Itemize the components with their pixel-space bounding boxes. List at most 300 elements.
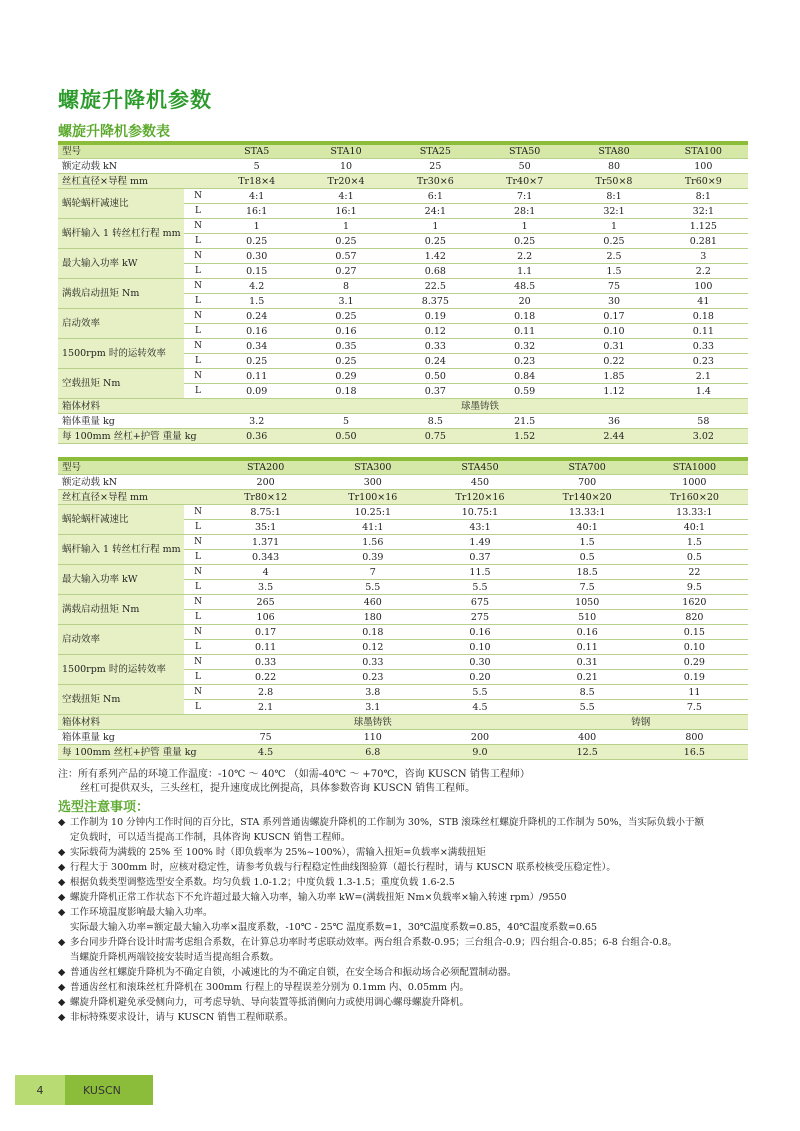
cell: 0.11 — [212, 369, 301, 384]
param-label: 空载扭矩 Nm — [58, 369, 184, 399]
model-row — [58, 459, 748, 475]
cell: 4 — [212, 565, 319, 580]
cell: STA100 — [659, 143, 748, 159]
param-row — [58, 309, 748, 324]
spec-table-1 — [58, 141, 748, 444]
variant-label: L — [184, 610, 212, 625]
cell: 22.5 — [391, 279, 480, 294]
cell: 0.25 — [212, 234, 301, 249]
cell: 700 — [534, 475, 641, 490]
cell: 1 — [301, 219, 390, 234]
cell: STA700 — [534, 459, 641, 475]
variant-label: N — [184, 625, 212, 640]
variant-label: L — [184, 324, 212, 339]
cell: STA450 — [426, 459, 533, 475]
variant-label: L — [184, 204, 212, 219]
cell: 0.25 — [301, 354, 390, 369]
param-row — [58, 535, 748, 550]
cell: 200 — [212, 475, 319, 490]
cell: 0.35 — [301, 339, 390, 354]
cell: 0.12 — [391, 324, 480, 339]
selection-text: 螺旋升降机避免承受侧向力，可考虑导轨、导向装置等抵消侧向力或使用调心螺母螺旋升降机。 — [70, 997, 470, 1008]
cell: 11 — [641, 685, 748, 700]
cell: 16:1 — [212, 204, 301, 219]
cell: 1.5 — [641, 535, 748, 550]
cell: STA300 — [319, 459, 426, 475]
cell: 0.22 — [569, 354, 658, 369]
cell: 75 — [212, 730, 319, 745]
cell: 2.5 — [569, 249, 658, 264]
cell: 200 — [426, 730, 533, 745]
variant-label: N — [184, 369, 212, 384]
cell: 0.5 — [534, 550, 641, 565]
material-cell: 铸钢 — [534, 715, 748, 730]
cell: 8.5 — [391, 414, 480, 429]
screw-row — [58, 174, 748, 189]
cell: 16.5 — [641, 745, 748, 760]
cell: 5.5 — [534, 700, 641, 715]
param-row — [58, 565, 748, 580]
diamond-icon: ◆ — [58, 817, 66, 828]
cell: 1.5 — [212, 294, 301, 309]
cell: 0.19 — [641, 670, 748, 685]
cell: 0.5 — [641, 550, 748, 565]
cell: 3.2 — [212, 414, 301, 429]
cell: 0.29 — [301, 369, 390, 384]
cell: 0.37 — [391, 384, 480, 399]
param-row — [58, 339, 748, 354]
page-number: 4 — [36, 1083, 44, 1097]
cell: 100 — [659, 279, 748, 294]
spec-table-2 — [58, 457, 748, 760]
cell: 0.19 — [391, 309, 480, 324]
cell: Tr60×9 — [659, 174, 748, 189]
cell: 450 — [426, 475, 533, 490]
cell: STA5 — [212, 143, 301, 159]
variant-label: N — [184, 309, 212, 324]
cell: 2.2 — [480, 249, 569, 264]
variant-label: N — [184, 339, 212, 354]
diamond-icon: ◆ — [58, 862, 66, 873]
cell: 0.15 — [641, 625, 748, 640]
variant-label: N — [184, 655, 212, 670]
diamond-icon: ◆ — [58, 892, 66, 903]
cell: 0.37 — [426, 550, 533, 565]
cell: 4:1 — [301, 189, 390, 204]
per100-row-label: 每 100mm 丝杠+护管 重量 kg — [58, 745, 212, 760]
variant-label: L — [184, 700, 212, 715]
rated-load-row-label: 额定动载 kN — [58, 475, 212, 490]
cell: 0.29 — [641, 655, 748, 670]
cell: 510 — [534, 610, 641, 625]
cell: 0.11 — [212, 640, 319, 655]
weight-row-label: 箱体重量 kg — [58, 414, 212, 429]
cell: 1 — [391, 219, 480, 234]
param-label: 蜗杆输入 1 转丝杠行程 mm — [58, 219, 184, 249]
material-cell: 球墨铸铁 — [212, 715, 534, 730]
cell: 820 — [641, 610, 748, 625]
cell: 106 — [212, 610, 319, 625]
cell: 9.0 — [426, 745, 533, 760]
cell: 110 — [319, 730, 426, 745]
cell: 2.1 — [659, 369, 748, 384]
param-label: 启动效率 — [58, 625, 184, 655]
cell: 0.30 — [426, 655, 533, 670]
cell: 41:1 — [319, 520, 426, 535]
cell: 13.33:1 — [641, 505, 748, 520]
cell: 0.33 — [391, 339, 480, 354]
cell: 0.16 — [301, 324, 390, 339]
cell: 0.25 — [480, 234, 569, 249]
cell: 5.5 — [426, 685, 533, 700]
screw-row-label: 丝杠直径×导程 mm — [58, 174, 212, 189]
cell: 0.11 — [534, 640, 641, 655]
cell: 10.25:1 — [319, 505, 426, 520]
cell: STA80 — [569, 143, 658, 159]
param-label: 最大输入功率 kW — [58, 249, 184, 279]
cell: 0.17 — [569, 309, 658, 324]
cell: 8 — [301, 279, 390, 294]
cell: 0.34 — [212, 339, 301, 354]
spec-table-1-body — [58, 143, 748, 444]
cell: 8.375 — [391, 294, 480, 309]
selection-item — [58, 965, 758, 980]
cell: Tr20×4 — [301, 174, 390, 189]
selection-item — [58, 860, 758, 875]
param-row — [58, 685, 748, 700]
rated-load-row-label: 额定动载 kN — [58, 159, 212, 174]
cell: 0.23 — [319, 670, 426, 685]
cell: 1.52 — [480, 429, 569, 444]
cell: 800 — [641, 730, 748, 745]
cell: 16:1 — [301, 204, 390, 219]
param-row — [58, 625, 748, 640]
cell: 0.68 — [391, 264, 480, 279]
param-row — [58, 595, 748, 610]
weight-row-label: 箱体重量 kg — [58, 730, 212, 745]
cell: 4.5 — [426, 700, 533, 715]
diamond-icon: ◆ — [58, 937, 66, 948]
cell: 0.25 — [301, 234, 390, 249]
selection-text: 普通齿丝杠和滚珠丝杠升降机在 300mm 行程上的导程误差分别为 0.1mm 内、0.05mm 内。 — [70, 982, 470, 993]
cell: 7 — [319, 565, 426, 580]
cell: 675 — [426, 595, 533, 610]
variant-label: L — [184, 354, 212, 369]
variant-label: L — [184, 550, 212, 565]
cell: Tr40×7 — [480, 174, 569, 189]
cell: 1.85 — [569, 369, 658, 384]
cell: 0.57 — [301, 249, 390, 264]
cell: 8.75:1 — [212, 505, 319, 520]
cell: 58 — [659, 414, 748, 429]
cell: 50 — [480, 159, 569, 174]
cell: 1.125 — [659, 219, 748, 234]
selection-item — [58, 815, 758, 830]
cell: 0.39 — [319, 550, 426, 565]
cell: 1.1 — [480, 264, 569, 279]
cell: 32:1 — [569, 204, 658, 219]
cell: 6:1 — [391, 189, 480, 204]
screw-row — [58, 490, 748, 505]
material-row — [58, 715, 748, 730]
selection-item — [58, 905, 758, 920]
cell: 275 — [426, 610, 533, 625]
page-footer — [15, 1075, 153, 1105]
cell: 75 — [569, 279, 658, 294]
selection-item — [58, 1010, 758, 1025]
param-row — [58, 655, 748, 670]
variant-label: L — [184, 264, 212, 279]
cell: 0.50 — [301, 429, 390, 444]
cell: 0.23 — [659, 354, 748, 369]
cell: 7.5 — [641, 700, 748, 715]
cell: 100 — [659, 159, 748, 174]
cell: 300 — [319, 475, 426, 490]
cell: 0.27 — [301, 264, 390, 279]
rated-load-row — [58, 159, 748, 174]
screw-row-label: 丝杠直径×导程 mm — [58, 490, 212, 505]
cell: 7:1 — [480, 189, 569, 204]
cell: 1.4 — [659, 384, 748, 399]
cell: 20 — [480, 294, 569, 309]
cell: 265 — [212, 595, 319, 610]
cell: 0.32 — [480, 339, 569, 354]
cell: 1.5 — [534, 535, 641, 550]
variant-label: N — [184, 595, 212, 610]
cell: 1.5 — [569, 264, 658, 279]
cell: 0.75 — [391, 429, 480, 444]
material-label: 箱体材料 — [58, 399, 212, 414]
param-label: 蜗杆输入 1 转丝杠行程 mm — [58, 535, 184, 565]
cell: 0.16 — [212, 324, 301, 339]
cell: Tr140×20 — [534, 490, 641, 505]
spec-table-2-body — [58, 459, 748, 760]
variant-label: L — [184, 580, 212, 595]
variant-label: L — [184, 670, 212, 685]
cell: 0.36 — [212, 429, 301, 444]
selection-text: 行程大于 300mm 时，应核对稳定性，请参考负载与行程稳定性曲线图验算（超长行程时，请与 KUSCN 联系校核受压稳定性）。 — [70, 862, 616, 873]
cell: 0.25 — [212, 354, 301, 369]
cell: 0.18 — [301, 384, 390, 399]
cell: 36 — [569, 414, 658, 429]
diamond-icon: ◆ — [58, 877, 66, 888]
param-row — [58, 249, 748, 264]
cell: 0.31 — [534, 655, 641, 670]
note-line-1: 注：所有系列产品的环境工作温度：-10℃ ～ 40℃ （如需-40℃ ～ +70℃，咨询 KUSCN 销售工程师） — [58, 769, 530, 780]
cell: 0.281 — [659, 234, 748, 249]
cell: 0.25 — [569, 234, 658, 249]
model-row-label: 型号 — [58, 143, 212, 159]
cell: 0.10 — [569, 324, 658, 339]
cell: 11.5 — [426, 565, 533, 580]
param-row — [58, 369, 748, 384]
selection-text: 螺旋升降机正常工作状态下不允许超过最大输入功率，输入功率 kW=(满载扭矩 Nm×负载率×输入转速 rpm）/9550 — [70, 892, 567, 903]
cell: 0.25 — [301, 309, 390, 324]
selection-item — [58, 935, 758, 950]
variant-label: N — [184, 189, 212, 204]
cell: STA25 — [391, 143, 480, 159]
cell: 18.5 — [534, 565, 641, 580]
cell: 28:1 — [480, 204, 569, 219]
cell: 400 — [534, 730, 641, 745]
cell: 2.44 — [569, 429, 658, 444]
cell: 1 — [212, 219, 301, 234]
cell: 8:1 — [659, 189, 748, 204]
variant-label: L — [184, 384, 212, 399]
cell: 0.25 — [391, 234, 480, 249]
cell: 41 — [659, 294, 748, 309]
cell: 0.10 — [641, 640, 748, 655]
param-label: 1500rpm 时的运转效率 — [58, 339, 184, 369]
selection-text: 非标特殊要求设计，请与 KUSCN 销售工程师联系。 — [70, 1012, 294, 1023]
cell: 0.31 — [569, 339, 658, 354]
cell: 8:1 — [569, 189, 658, 204]
cell: 3.8 — [319, 685, 426, 700]
cell: 0.22 — [212, 670, 319, 685]
cell: 21.5 — [480, 414, 569, 429]
cell: 3.1 — [301, 294, 390, 309]
cell: 0.23 — [480, 354, 569, 369]
cell: 25 — [391, 159, 480, 174]
cell: 1.42 — [391, 249, 480, 264]
param-label: 满载启动扭矩 Nm — [58, 279, 184, 309]
cell: 180 — [319, 610, 426, 625]
cell: 4.5 — [212, 745, 319, 760]
cell: 0.18 — [319, 625, 426, 640]
cell: STA10 — [301, 143, 390, 159]
selection-text: 多台同步升降台设计时需考虑组合系数，在计算总功率时考虑联动效率。两台组合系数-0.95；三台组合-0.9；四台组合-0.85；6-8 台组合-0.8。 — [70, 937, 678, 948]
selection-continuation: 定负载时，可以适当提高工作制，具体咨询 KUSCN 销售工程师。 — [70, 832, 351, 843]
cell: 0.30 — [212, 249, 301, 264]
selection-text: 实际载荷为满载的 25% 至 100% 时（即负载率为 25%~100%），需输入扭矩=负载率×满载扭矩 — [70, 847, 486, 858]
variant-label: L — [184, 234, 212, 249]
notes — [58, 768, 758, 796]
cell: 0.12 — [319, 640, 426, 655]
variant-label: L — [184, 640, 212, 655]
cell: 1000 — [641, 475, 748, 490]
cell: 0.84 — [480, 369, 569, 384]
cell: 1620 — [641, 595, 748, 610]
param-label: 满载启动扭矩 Nm — [58, 595, 184, 625]
model-row — [58, 143, 748, 159]
cell: 3.1 — [319, 700, 426, 715]
cell: 2.1 — [212, 700, 319, 715]
cell: STA200 — [212, 459, 319, 475]
diamond-icon: ◆ — [58, 1012, 66, 1023]
cell: 40:1 — [534, 520, 641, 535]
cell: 1 — [480, 219, 569, 234]
cell: 3.5 — [212, 580, 319, 595]
variant-label: L — [184, 520, 212, 535]
cell: Tr18×4 — [212, 174, 301, 189]
cell: 5.5 — [426, 580, 533, 595]
cell: 7.5 — [534, 580, 641, 595]
cell: Tr160×20 — [641, 490, 748, 505]
cell: 0.16 — [534, 625, 641, 640]
selection-text: 工作环境温度影响最大输入功率。 — [70, 907, 213, 918]
cell: 5 — [301, 414, 390, 429]
cell: Tr120×16 — [426, 490, 533, 505]
cell: 0.17 — [212, 625, 319, 640]
selection-item — [58, 980, 758, 995]
cell: 1.371 — [212, 535, 319, 550]
cell: 1 — [569, 219, 658, 234]
param-label: 蜗轮蜗杆减速比 — [58, 189, 184, 219]
footer-brand: KUSCN — [65, 1075, 153, 1105]
cell: 0.24 — [391, 354, 480, 369]
selection-text: 工作制为 10 分钟内工作时间的百分比，STA 系列普通齿螺旋升降机的工作制为 30%，STB 滚珠丝杠螺旋升降机的工作制为 50%，当实际负载小于额 — [70, 817, 704, 828]
cell: 1.12 — [569, 384, 658, 399]
selection-item — [58, 890, 758, 905]
variant-label: N — [184, 249, 212, 264]
variant-label: N — [184, 505, 212, 520]
param-label: 启动效率 — [58, 309, 184, 339]
cell: 0.33 — [212, 655, 319, 670]
cell: 0.18 — [659, 309, 748, 324]
cell: 0.09 — [212, 384, 301, 399]
cell: 4.2 — [212, 279, 301, 294]
param-row — [58, 505, 748, 520]
param-row — [58, 189, 748, 204]
model-row-label: 型号 — [58, 459, 212, 475]
per100-row — [58, 429, 748, 444]
cell: Tr100×16 — [319, 490, 426, 505]
cell: Tr80×12 — [212, 490, 319, 505]
cell: 80 — [569, 159, 658, 174]
cell: 0.11 — [659, 324, 748, 339]
cell: 24:1 — [391, 204, 480, 219]
cell: 12.5 — [534, 745, 641, 760]
section-subtitle: 螺旋升降机参数表 — [58, 124, 170, 140]
material-row — [58, 399, 748, 414]
param-label: 1500rpm 时的运转效率 — [58, 655, 184, 685]
cell: 1.49 — [426, 535, 533, 550]
material-label: 箱体材料 — [58, 715, 212, 730]
cell: Tr50×8 — [569, 174, 658, 189]
cell: 40:1 — [641, 520, 748, 535]
cell: 2.2 — [659, 264, 748, 279]
diamond-icon: ◆ — [58, 847, 66, 858]
cell: 13.33:1 — [534, 505, 641, 520]
cell: 0.59 — [480, 384, 569, 399]
cell: 6.8 — [319, 745, 426, 760]
cell: 4:1 — [212, 189, 301, 204]
cell: 10.75:1 — [426, 505, 533, 520]
variant-label: N — [184, 565, 212, 580]
variant-label: L — [184, 294, 212, 309]
diamond-icon: ◆ — [58, 967, 66, 978]
selection-item — [58, 845, 758, 860]
cell: 22 — [641, 565, 748, 580]
selection-item — [58, 995, 758, 1010]
cell: 0.33 — [319, 655, 426, 670]
param-label: 空载扭矩 Nm — [58, 685, 184, 715]
cell: 460 — [319, 595, 426, 610]
cell: STA50 — [480, 143, 569, 159]
selection-item — [58, 875, 758, 890]
selection-list — [58, 815, 758, 1025]
cell: 30 — [569, 294, 658, 309]
param-label: 最大输入功率 kW — [58, 565, 184, 595]
per100-row-label: 每 100mm 丝杠+护管 重量 kg — [58, 429, 212, 444]
rated-load-row — [58, 475, 748, 490]
param-row — [58, 219, 748, 234]
cell: 0.33 — [659, 339, 748, 354]
cell: 0.21 — [534, 670, 641, 685]
param-row — [58, 279, 748, 294]
note-line-2: 丝杠可提供双头，三头丝杠，提升速度成比例提高，具体参数咨询 KUSCN 销售工程师。 — [80, 783, 476, 794]
cell: 0.343 — [212, 550, 319, 565]
